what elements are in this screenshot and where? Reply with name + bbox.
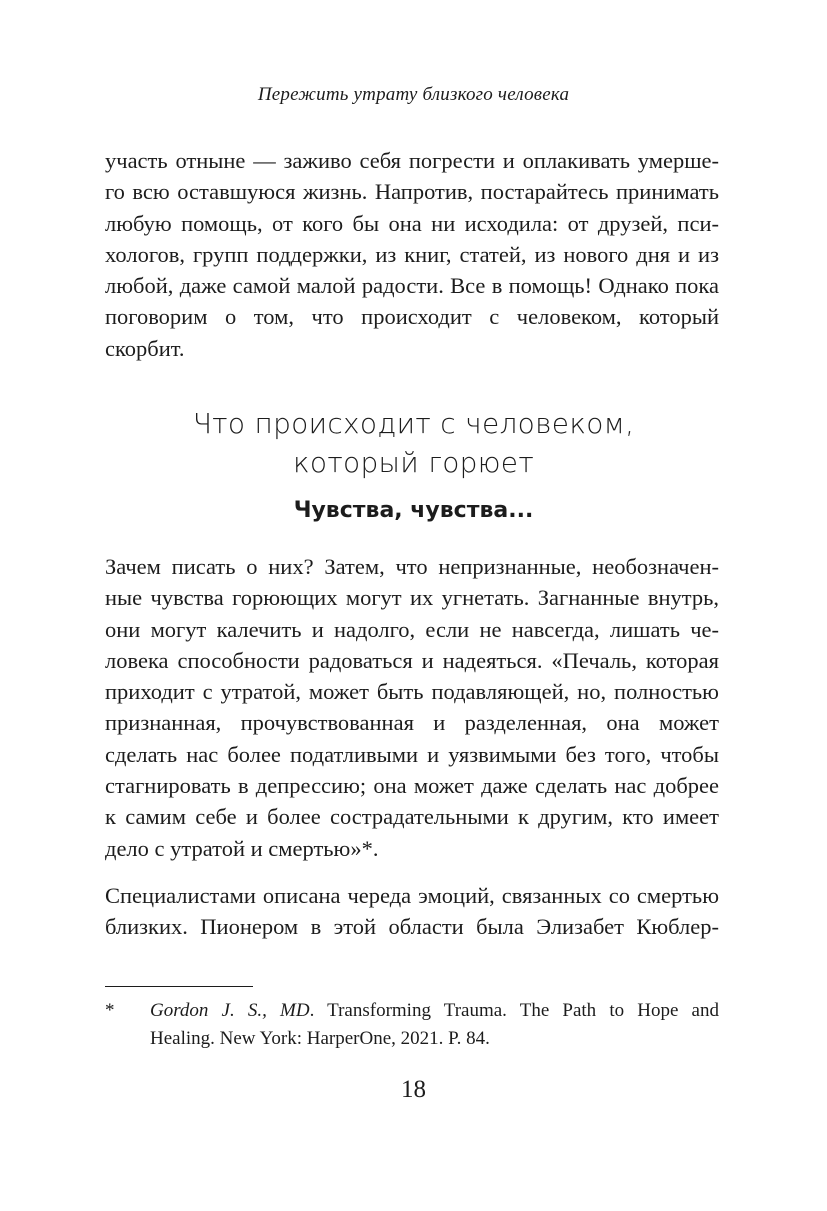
text-line: ные чувства горюющих могут их угнетать. Загнанные внутрь, xyxy=(105,585,719,611)
running-head: Пережить утрату близкого человека xyxy=(257,84,570,105)
text-line: приходит с утратой, может быть подавляющей, но, полностью xyxy=(105,679,719,705)
text-line: Специалистами описана череда эмоций, связанных со смертью xyxy=(105,883,719,908)
text-line: сделать нас более податливыми и уязвимыми без того, чтобы xyxy=(105,741,719,767)
page-number: 18 xyxy=(401,1076,426,1103)
footnote-title: . Transforming Trauma. The Path to Hope and xyxy=(309,1000,719,1021)
paragraph-2 xyxy=(105,551,719,864)
footnote-line-2: Healing. New York: HarperOne, 2021. P. 84. xyxy=(150,1028,490,1049)
text-line: участь отныне — заживо себя погрести и оплакивать умерше- xyxy=(105,148,719,173)
text-line: дело с утратой и смертью»*. xyxy=(105,835,379,861)
text-line: ловека способности радоваться и надеяться. «Печаль, которая xyxy=(105,647,719,673)
chapter-title-line-2: который горюет xyxy=(293,446,534,479)
paragraph-3 xyxy=(105,880,719,943)
text-line: скорбит. xyxy=(105,335,185,361)
text-line: любой, даже самой малой радости. Все в помощь! Однако пока xyxy=(105,273,719,299)
text-line: поговорим о том, что происходит с человеком, который xyxy=(105,304,719,330)
text-line: Зачем писать о них? Затем, что непризнанные, необозначен- xyxy=(105,554,719,579)
text-line: стагнировать в депрессию; она может даже сделать нас добрее xyxy=(105,773,719,799)
text-line: они могут калечить и надолго, если не навсегда, лишать че- xyxy=(105,616,719,642)
footnote xyxy=(105,997,719,1053)
text-line: к самим себе и более сострадательными к другим, кто имеет xyxy=(105,804,719,830)
text-line: признанная, прочувствованная и разделенная, она может xyxy=(105,710,719,736)
text-line: близких. Пионером в этой области была Элизабет Кюблер- xyxy=(105,914,719,940)
chapter-title xyxy=(0,404,827,482)
footnote-marker: * xyxy=(105,1000,115,1021)
text-line: хологов, групп поддержки, из книг, статей, из нового дня и из xyxy=(105,241,719,267)
text-line: любую помощь, от кого бы она ни исходила: от друзей, пси- xyxy=(105,210,719,236)
chapter-title-line-1: Что происходит с человеком, xyxy=(192,407,635,440)
footnote-line-1 xyxy=(150,997,719,1025)
footnote-divider xyxy=(105,986,253,987)
footnote-body xyxy=(150,997,719,1053)
text-line: го всю оставшуюся жизнь. Напротив, постарайтесь принимать xyxy=(105,179,719,205)
paragraph-1 xyxy=(105,145,719,364)
footnote-author: Gordon J. S., MD xyxy=(150,1000,310,1021)
section-title: Чувства, чувства... xyxy=(293,498,534,523)
